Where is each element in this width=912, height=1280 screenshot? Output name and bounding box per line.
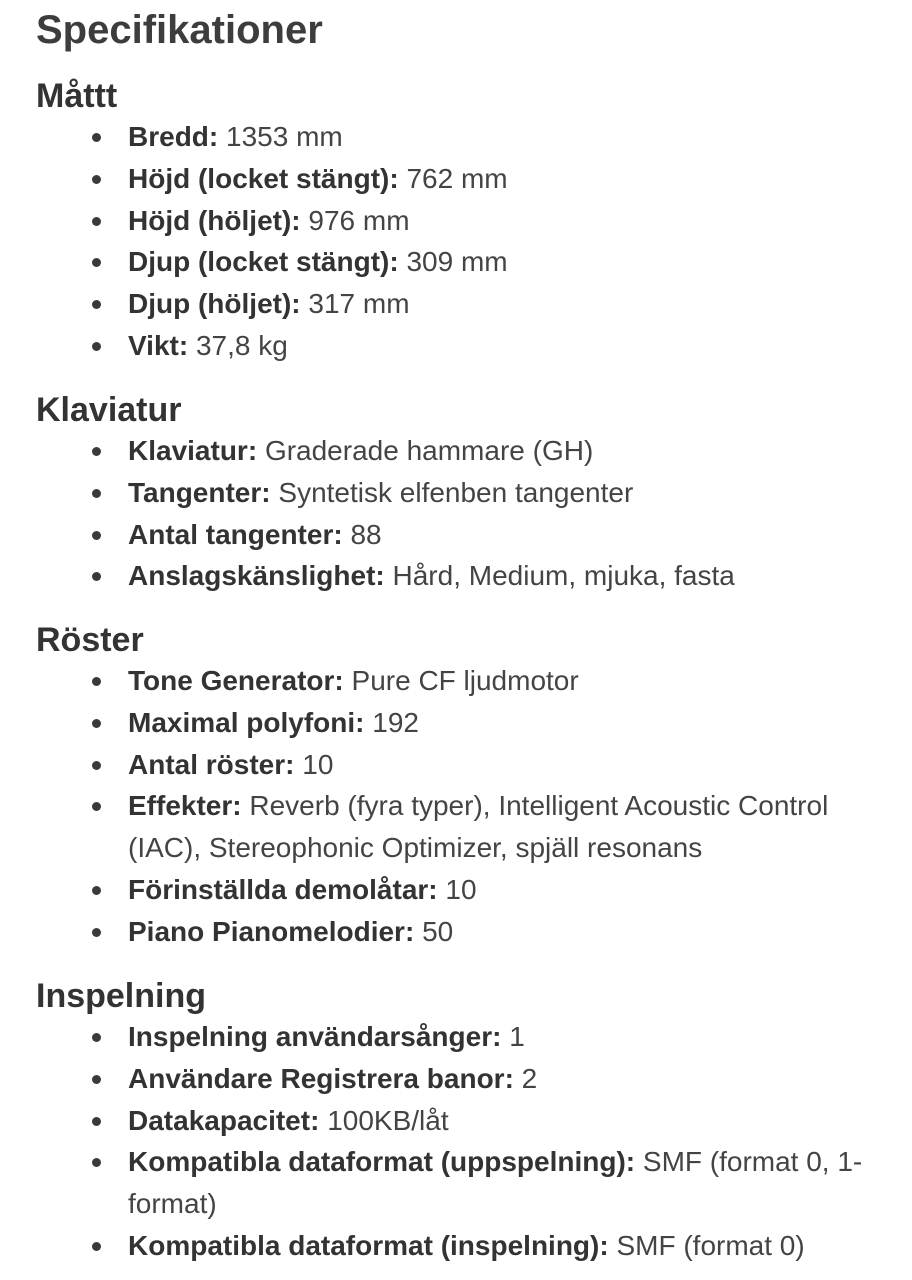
- spec-label: Maximal polyfoni:: [128, 706, 365, 738]
- spec-item: [128, 785, 868, 869]
- spec-value: Graderade hammare (GH): [264, 435, 594, 466]
- bullet-icon: [92, 531, 101, 540]
- spec-label: Antal tangenter:: [128, 518, 343, 550]
- spec-value: 976 mm: [308, 204, 410, 236]
- spec-item: [128, 1141, 868, 1225]
- bullet-icon: [92, 572, 101, 581]
- bullet-icon: [92, 677, 101, 686]
- spec-label: Förinställda demolåtar:: [128, 873, 438, 905]
- section-heading: Klaviatur: [36, 391, 182, 429]
- spec-label: Höjd (höljet):: [128, 204, 301, 236]
- spec-item: [128, 744, 868, 786]
- spec-label: Bredd:: [128, 121, 219, 152]
- spec-list: [36, 430, 896, 597]
- spec-label: Djup (locket stängt):: [128, 246, 399, 278]
- spec-value: 309 mm: [406, 246, 508, 278]
- spec-item: [128, 158, 868, 200]
- spec-label: Datakapacitet:: [128, 1104, 320, 1136]
- bullet-icon: [92, 258, 101, 267]
- spec-item: [128, 1058, 868, 1100]
- spec-value: 88: [350, 518, 382, 550]
- spec-label: Antal röster:: [128, 748, 295, 780]
- bullet-icon: [92, 886, 101, 895]
- spec-label: Piano Pianomelodier:: [128, 915, 415, 947]
- bullet-icon: [92, 300, 101, 309]
- bullet-icon: [92, 1117, 101, 1126]
- spec-value: 762 mm: [406, 162, 508, 194]
- bullet-icon: [92, 1033, 101, 1042]
- spec-value: 10: [445, 873, 477, 905]
- section-recording: [36, 976, 896, 1267]
- section-dimensions: [36, 76, 896, 367]
- spec-list: [36, 1016, 896, 1267]
- spec-list: [36, 660, 896, 953]
- spec-item: [128, 325, 868, 367]
- bullet-icon: [92, 175, 101, 184]
- spec-label: Djup (höljet):: [128, 288, 301, 320]
- spec-item: [128, 911, 868, 953]
- spec-list: [36, 116, 896, 367]
- section-heading: Röster: [36, 621, 144, 659]
- spec-item: [128, 430, 868, 472]
- bullet-icon: [92, 133, 101, 142]
- spec-item: [128, 116, 868, 158]
- spec-value: 50: [422, 915, 454, 947]
- spec-item: [128, 869, 868, 911]
- spec-label: Vikt:: [128, 329, 189, 361]
- spec-label: Kompatibla dataformat (uppspelning):: [128, 1146, 636, 1178]
- spec-item: [128, 514, 868, 556]
- spec-item: [128, 1100, 868, 1142]
- spec-item: [128, 1016, 868, 1058]
- bullet-icon: [92, 719, 101, 728]
- spec-label: Anslagskänslighet:: [128, 560, 385, 592]
- bullet-icon: [92, 1075, 101, 1084]
- spec-label: Effekter:: [128, 790, 242, 822]
- bullet-icon: [92, 802, 101, 811]
- spec-label: Användare Registrera banor:: [128, 1062, 514, 1094]
- bullet-icon: [92, 489, 101, 498]
- bullet-icon: [92, 447, 101, 456]
- spec-item: [128, 241, 868, 283]
- spec-item: [128, 1225, 868, 1267]
- spec-value: 192: [372, 706, 419, 738]
- spec-value: Pure CF ljudmotor: [351, 665, 579, 696]
- spec-value: 1353 mm: [226, 121, 343, 152]
- bullet-icon: [92, 342, 101, 351]
- section-voices: [36, 620, 896, 953]
- spec-item: [128, 200, 868, 242]
- spec-label: Tone Generator:: [128, 665, 344, 696]
- spec-value: SMF (format 0): [616, 1229, 805, 1261]
- spec-label: Tangenter:: [128, 476, 271, 508]
- spec-item: [128, 555, 868, 597]
- spec-label: Inspelning användarsånger:: [128, 1021, 502, 1052]
- spec-value: 37,8 kg: [195, 329, 288, 361]
- spec-value: Hård, Medium, mjuka, fasta: [392, 560, 735, 592]
- spec-value: 317 mm: [308, 288, 410, 320]
- section-keyboard: [36, 390, 896, 597]
- spec-item: [128, 660, 868, 702]
- spec-value: Reverb (fyra typer), Intelligent Acoustic Control (IAC), Stereophonic Optimizer, spjäll resonans: [128, 790, 829, 864]
- spec-value: 2: [521, 1062, 538, 1094]
- spec-label: Kompatibla dataformat (inspelning):: [128, 1229, 609, 1261]
- section-heading: Inspelning: [36, 977, 206, 1015]
- bullet-icon: [92, 1242, 101, 1251]
- page-title: Specifikationer: [36, 8, 323, 52]
- spec-value: Syntetisk elfenben tangenter: [278, 476, 634, 508]
- bullet-icon: [92, 928, 101, 937]
- bullet-icon: [92, 1158, 101, 1167]
- spec-item: [128, 702, 868, 744]
- spec-label: Klaviatur:: [128, 435, 258, 466]
- section-heading: Måttt: [36, 77, 118, 115]
- spec-item: [128, 283, 868, 325]
- spec-item: [128, 472, 868, 514]
- spec-value: 1: [509, 1021, 525, 1052]
- spec-value: 100KB/låt: [327, 1104, 449, 1136]
- spec-value: 10: [302, 748, 334, 780]
- spec-label: Höjd (locket stängt):: [128, 162, 399, 194]
- spec-value: SMF (format 0, 1-format): [128, 1146, 863, 1220]
- bullet-icon: [92, 761, 101, 770]
- bullet-icon: [92, 217, 101, 226]
